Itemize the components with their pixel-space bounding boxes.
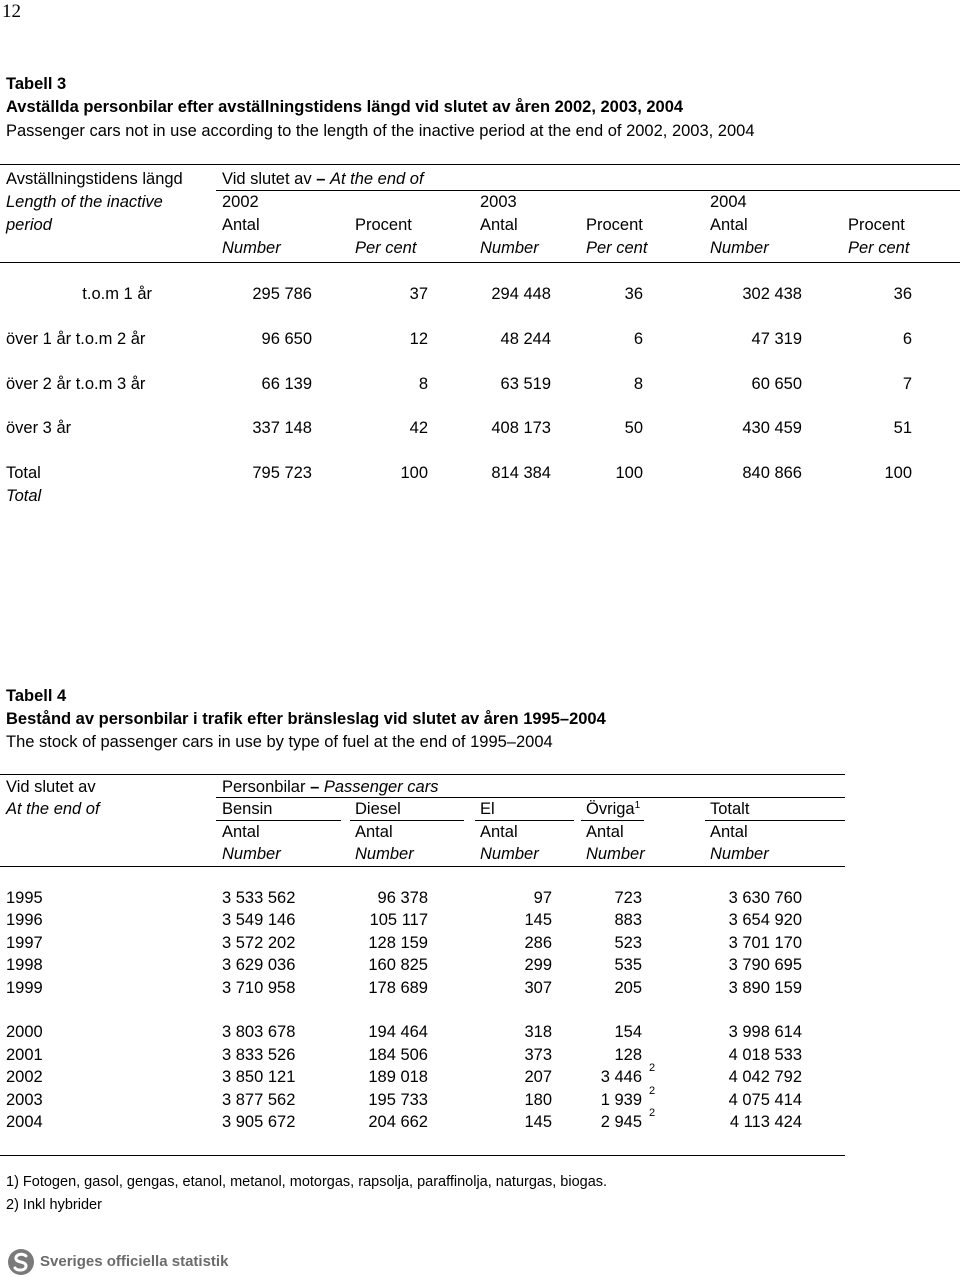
table4-antal: Antal [355, 823, 393, 841]
cell: 723 [614, 889, 642, 907]
table4-col-bensin: Bensin [222, 800, 273, 818]
cell: 4 042 792 [728, 1068, 802, 1087]
row-year: 2003 [6, 1090, 43, 1109]
cell: 318 [524, 1023, 552, 1042]
cell: 48 244 [500, 330, 551, 348]
footnote-marker: 2 [649, 1062, 656, 1075]
table3-group-en: At the end of [329, 170, 424, 188]
cell: 3 701 170 [728, 933, 802, 952]
table3-stub-en-2: period [6, 216, 52, 234]
cell: 4 075 414 [728, 1090, 802, 1109]
table3-stub-en-1: Length of the inactive [6, 193, 163, 211]
cell: 3 629 036 [222, 956, 296, 975]
table4-antal: Antal [222, 823, 260, 841]
cell: 37 [409, 285, 428, 303]
cell: 4 113 424 [729, 1113, 802, 1131]
cell: 97 [533, 889, 552, 907]
cell: 883 [614, 911, 642, 930]
footnote-marker: 2 [649, 1107, 656, 1119]
cell: 3 630 760 [728, 889, 802, 907]
cell: 204 662 [368, 1113, 428, 1131]
cell: 66 139 [261, 375, 312, 393]
cell: 100 [884, 464, 912, 482]
cell: 814 384 [491, 464, 551, 482]
cell: 3 877 562 [222, 1090, 296, 1109]
cell: 184 506 [368, 1045, 428, 1064]
footnote-2: 2) Inkl hybrider [6, 1197, 102, 1213]
cell: 408 173 [491, 419, 551, 437]
cell: 3 572 202 [222, 933, 296, 952]
cell: 302 438 [742, 285, 802, 303]
row-year: 2000 [6, 1023, 43, 1042]
cell: 195 733 [368, 1090, 428, 1109]
sos-logo-icon [6, 1248, 36, 1276]
cell: 795 723 [252, 464, 312, 482]
cell: 105 117 [369, 911, 428, 930]
cell: 1 939 [600, 1090, 642, 1109]
cell: 7 [902, 375, 912, 393]
cell: 299 [524, 956, 552, 975]
table4-title-sv: Bestånd av personbilar i trafik efter bränsleslag vid slutet av åren 1995–2004 [6, 710, 606, 728]
cell: 100 [400, 464, 428, 482]
table4-group-rule [216, 797, 845, 798]
row-label: över 3 år [6, 419, 72, 437]
row-year: 1996 [6, 911, 43, 930]
table3-col-number-2003: Number [480, 239, 539, 257]
table4-col-rule [350, 820, 464, 821]
cell: 8 [418, 375, 428, 393]
cell: 6 [633, 330, 643, 348]
cell: 6 [902, 330, 912, 348]
footnote-marker: 2 [649, 1084, 656, 1097]
cell: 63 519 [500, 375, 551, 393]
cell: 128 [614, 1045, 642, 1064]
page-number: 12 [2, 1, 21, 22]
table3-col-number-2004: Number [710, 239, 769, 257]
table4-stub-en: At the end of [6, 800, 100, 818]
table4-col-diesel: Diesel [355, 800, 401, 818]
cell: 3 998 614 [728, 1023, 802, 1042]
footnote-1: 1) Fotogen, gasol, gengas, etanol, metanol, motorgas, rapsolja, paraffinolja, naturgas, biogas. [6, 1174, 608, 1190]
table4-number: Number [480, 845, 539, 863]
table4-header-rule [0, 866, 845, 867]
table4-group-heading [222, 779, 438, 796]
table4-col-rule [475, 820, 574, 821]
cell: 3 533 562 [222, 889, 296, 907]
cell: 160 825 [368, 956, 428, 975]
row-label: t.o.m 1 år [82, 285, 152, 303]
table3-stub-sv: Avställningstidens längd [6, 170, 183, 188]
sos-logo-text: Sveriges officiella statistik [40, 1253, 229, 1270]
table4-group-dash: – [310, 778, 320, 796]
table4-number: Number [355, 845, 414, 863]
footnote-marker: 1 [634, 800, 641, 811]
row-year: 1999 [6, 978, 43, 997]
cell: 47 319 [751, 330, 802, 348]
table3-col-antal-2003: Antal [480, 216, 518, 234]
table3-group-rule [216, 190, 960, 191]
table3-title-sv: Avställda personbilar efter avställningstidens längd vid slutet av åren 2002, 2003, 2004 [6, 98, 684, 116]
table3-col-number-2002: Number [222, 239, 281, 257]
table4-antal: Antal [586, 823, 624, 841]
table4-bottom-rule [0, 1155, 845, 1156]
cell: 295 786 [252, 285, 312, 303]
table4-antal: Antal [710, 823, 748, 841]
cell: 307 [524, 978, 552, 997]
row-year: 1998 [6, 956, 43, 975]
table3-title-en: Passenger cars not in use according to the length of the inactive period at the end of 2002, 2003, 2004 [6, 122, 755, 140]
cell: 189 018 [368, 1068, 428, 1087]
cell: 145 [524, 1113, 552, 1131]
cell: 154 [614, 1023, 642, 1042]
table4-col-ovriga-label: Övriga [586, 800, 635, 818]
row-label-en: Total [6, 487, 42, 505]
row-year: 1995 [6, 889, 43, 907]
row-year: 1997 [6, 933, 43, 952]
cell: 286 [524, 933, 552, 952]
table3-label: Tabell 3 [6, 75, 67, 93]
cell: 178 689 [368, 978, 428, 997]
cell: 12 [409, 330, 428, 348]
cell: 180 [524, 1090, 552, 1109]
cell: 8 [633, 375, 643, 393]
row-year: 2002 [6, 1068, 43, 1087]
table4-group-en: Passenger cars [323, 778, 439, 796]
cell: 3 446 [600, 1068, 642, 1087]
row-label: Total [6, 464, 41, 482]
cell: 42 [409, 419, 428, 437]
table3-col-antal-2002: Antal [222, 216, 260, 234]
table4-stub-sv: Vid slutet av [6, 778, 96, 796]
cell: 4 018 533 [728, 1045, 802, 1064]
table4-label: Tabell 4 [6, 687, 67, 705]
cell: 840 866 [742, 464, 802, 482]
table3-year-2004: 2004 [710, 193, 747, 211]
table4-number: Number [710, 845, 769, 863]
table4-col-el: El [480, 800, 495, 818]
table3-col-procent-2003: Procent [586, 216, 643, 234]
cell: 2 945 [600, 1113, 642, 1131]
cell: 3 803 678 [222, 1023, 296, 1042]
cell: 3 850 121 [222, 1068, 296, 1087]
cell: 430 459 [742, 419, 802, 437]
cell: 194 464 [368, 1023, 428, 1042]
table3-header-rule [0, 262, 960, 263]
cell: 3 710 958 [222, 978, 296, 997]
table3-col-antal-2004: Antal [710, 216, 748, 234]
table3-group-heading [222, 171, 424, 188]
table3-year-2003: 2003 [480, 193, 517, 211]
table3-col-percent-2004: Per cent [848, 239, 910, 257]
cell: 3 905 672 [222, 1113, 296, 1131]
table4-col-rule [216, 820, 341, 821]
table4-col-ovriga [586, 801, 640, 818]
table3-group-sv: Vid slutet av [222, 170, 312, 188]
table4-col-rule [581, 820, 644, 821]
cell: 60 650 [751, 375, 802, 393]
row-label: över 1 år t.o.m 2 år [6, 330, 146, 348]
table4-col-totalt: Totalt [710, 800, 750, 818]
row-label: över 2 år t.o.m 3 år [6, 375, 146, 393]
cell: 3 833 526 [222, 1045, 296, 1064]
cell: 36 [893, 285, 912, 303]
table3-col-procent-2004: Procent [848, 216, 905, 234]
cell: 36 [624, 285, 643, 303]
cell: 373 [524, 1045, 552, 1064]
table3-col-procent-2002: Procent [355, 216, 412, 234]
cell: 337 148 [252, 419, 312, 437]
cell: 207 [524, 1068, 552, 1087]
cell: 50 [624, 419, 643, 437]
cell: 96 378 [377, 889, 428, 907]
cell: 3 890 159 [728, 978, 802, 997]
cell: 3 549 146 [222, 911, 296, 930]
cell: 51 [893, 419, 912, 437]
table3-year-2002: 2002 [222, 193, 259, 211]
table3-col-percent-2003: Per cent [586, 239, 648, 257]
cell: 3 790 695 [728, 956, 802, 975]
table4-group-sv: Personbilar [222, 778, 306, 796]
cell: 145 [524, 911, 552, 930]
cell: 100 [615, 464, 643, 482]
table4-col-rule [705, 820, 845, 821]
table4-top-rule [0, 774, 845, 775]
table3-group-dash: – [316, 170, 326, 188]
cell: 535 [614, 956, 642, 975]
cell: 294 448 [491, 285, 551, 303]
table4-antal: Antal [480, 823, 518, 841]
cell: 96 650 [261, 330, 312, 348]
cell: 3 654 920 [728, 911, 802, 930]
row-year: 2004 [6, 1113, 43, 1131]
table3-col-percent-2002: Per cent [355, 239, 417, 257]
table4-title-en: The stock of passenger cars in use by type of fuel at the end of 1995–2004 [6, 733, 553, 751]
row-year: 2001 [6, 1045, 43, 1064]
table4-number: Number [222, 845, 281, 863]
cell: 205 [614, 978, 642, 997]
cell: 523 [614, 933, 642, 952]
table3-top-rule [0, 164, 960, 165]
table4-number: Number [586, 845, 645, 863]
cell: 128 159 [368, 933, 428, 952]
